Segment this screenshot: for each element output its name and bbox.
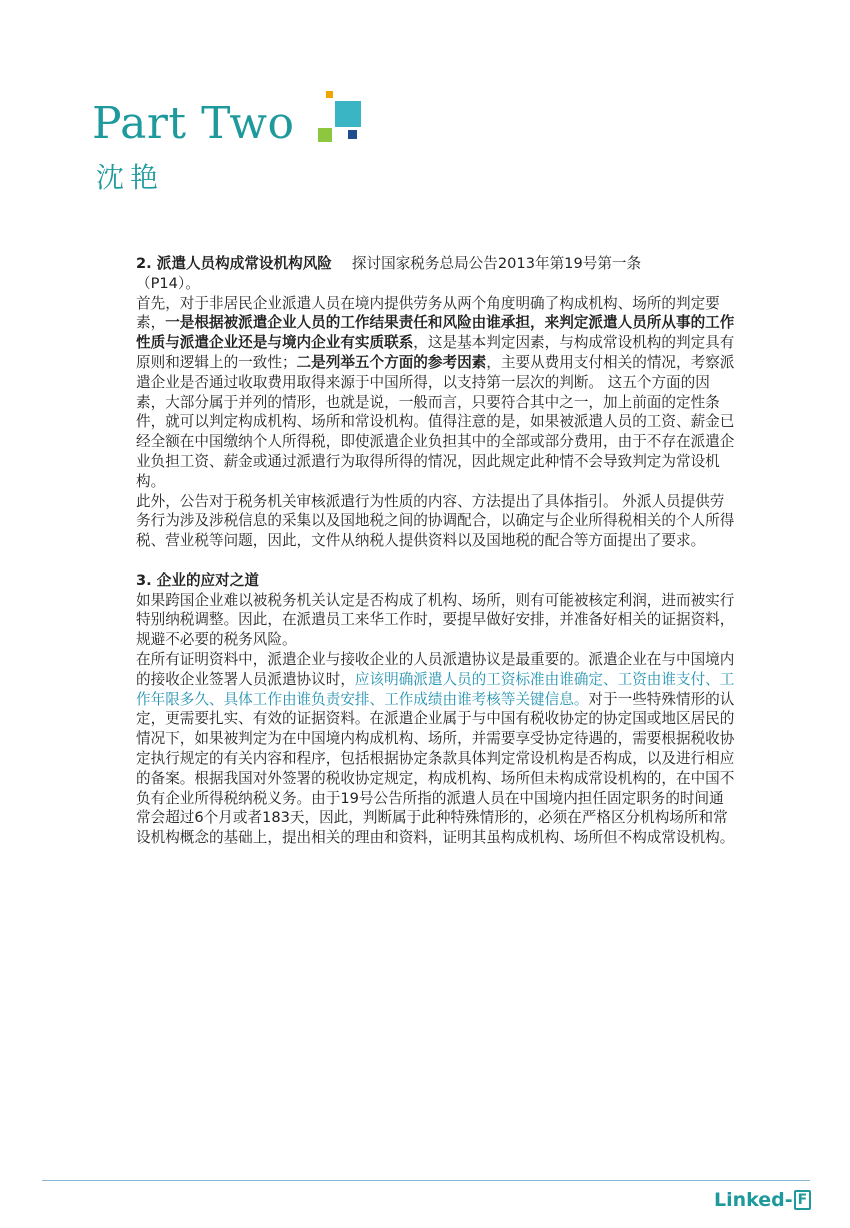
article-body <box>136 254 736 848</box>
section-2-paragraph-2: 此外，公告对于税务机关审核派遣行为性质的内容、方法提出了具体指引。 外派人员提供劳务行为涉及涉税信息的采集以及国地税之间的协调配合，以确定与企业所得税相关的个人所得税、营业税等问题，因此，文件从纳税人提供资料以及国地税的配合等方面提出了要求。 <box>136 492 735 550</box>
p1-text-e: ，主要从费用支付相关的情况，考察派遣企业是否通过收取费用取得来源于中国所得，以支持第一层次的判断。 这五个方面的因素，大部分属于并列的情形，也就是说，一般而言，只要符合其中之一，加上前面的定性条件，就可以判定构成机构、场所和常设机构。值得注意的是，如果被派遣人员的工资、薪金已经全额在中国缴纳个人所得税，即使派遣企业负担其中的全部或部分费用，由于不存在派遣企业负担工资、薪金或通过派遣行为取得所得的情况，因此规定此种情不会导致判定为常设机构。 <box>136 353 735 490</box>
brand-box-letter: F <box>794 1190 812 1210</box>
section-3-paragraph-1: 如果跨国企业难以被税务机关认定是否构成了机构、场所，则有可能被核定利润，进而被实行特别纳税调整。因此，在派遣员工来华工作时，要提早做好安排，并准备好相关的证据资料，规避不必要的税务风险。 <box>136 591 735 649</box>
section-3-heading: 3. 企业的应对之道 <box>136 571 259 589</box>
p1-text-a: 首先，对于非居民企业派遣人员在境内提供劳务从两个角度明确了构成机构、场所的判定要素， <box>136 294 720 332</box>
footer-divider <box>42 1180 810 1181</box>
navy-square <box>348 130 357 139</box>
section-3-paragraph-2 <box>136 650 736 848</box>
section-gap <box>136 551 736 571</box>
p1-bold-b: 一是根据被派遣企业人员的工作结果责任和风险由谁承担，来判定派遣人员所从事的工作性质与派遣企业还是与境内企业有实质联系 <box>136 314 735 352</box>
green-square <box>318 128 332 142</box>
author-name: 沈艳 <box>96 161 165 194</box>
orange-square <box>326 91 333 98</box>
teal-square <box>335 101 361 127</box>
p2-highlight-b: 应该明确派遣人员的工资标准由谁确定、工资由谁支付、工作年限多久、具体工作由谁负责安排、工作成绩由谁考核等关键信息。 <box>136 670 735 708</box>
section-2-reference-cont: （P14）。 <box>136 274 200 292</box>
section-2-heading: 2. 派遣人员构成常设机构风险 <box>136 255 332 272</box>
brand-text: Linked- <box>714 1189 793 1211</box>
p1-text-c: ，这是基本判定因素，与构成常设机构的判定具有原则和逻辑上的一致性； <box>136 334 735 371</box>
p2-text-a: 在所有证明资料中，派遣企业与接收企业的人员派遣协议是最重要的。派遣企业在与中国境内的接收企业签署人员派遣协议时， <box>136 650 735 688</box>
brand-logo <box>714 1189 811 1211</box>
p2-text-c: 对于一些特殊情形的认定，更需要扎实、有效的证据资料。在派遣企业属于与中国有税收协定的协定国或地区居民的情况下，如果被判定为在中国境内构成机构、场所，并需要享受协定待遇的，需要根据税收协定执行规定的有关内容和程序，包括根据协定条款具体判定常设机构是否构成，以及进行相应的备案。根据我国对外签署的税收协定规定，构成机构、场所但未构成常设机构的，在中国不负有企业所得税纳税义务。由于19号公告所指的派遣人员在中国境内担任固定职务的时间通常会超过6个月或者183天，因此，判断属于此种特殊情形的，必须在严格区分机构场所和常设机构概念的基础上，提出相关的理由和资料，证明其虽构成机构、场所但不构成常设机构。 <box>136 690 735 847</box>
p1-bold-d: 二是列举五个方面的参考因素 <box>296 353 487 371</box>
section-2-reference: 探讨国家税务总局公告2013年第19号第一条 <box>351 255 642 272</box>
section-2-paragraph-1 <box>136 294 736 492</box>
section-2-heading-line <box>136 254 736 274</box>
part-title: Part Two <box>92 98 295 149</box>
